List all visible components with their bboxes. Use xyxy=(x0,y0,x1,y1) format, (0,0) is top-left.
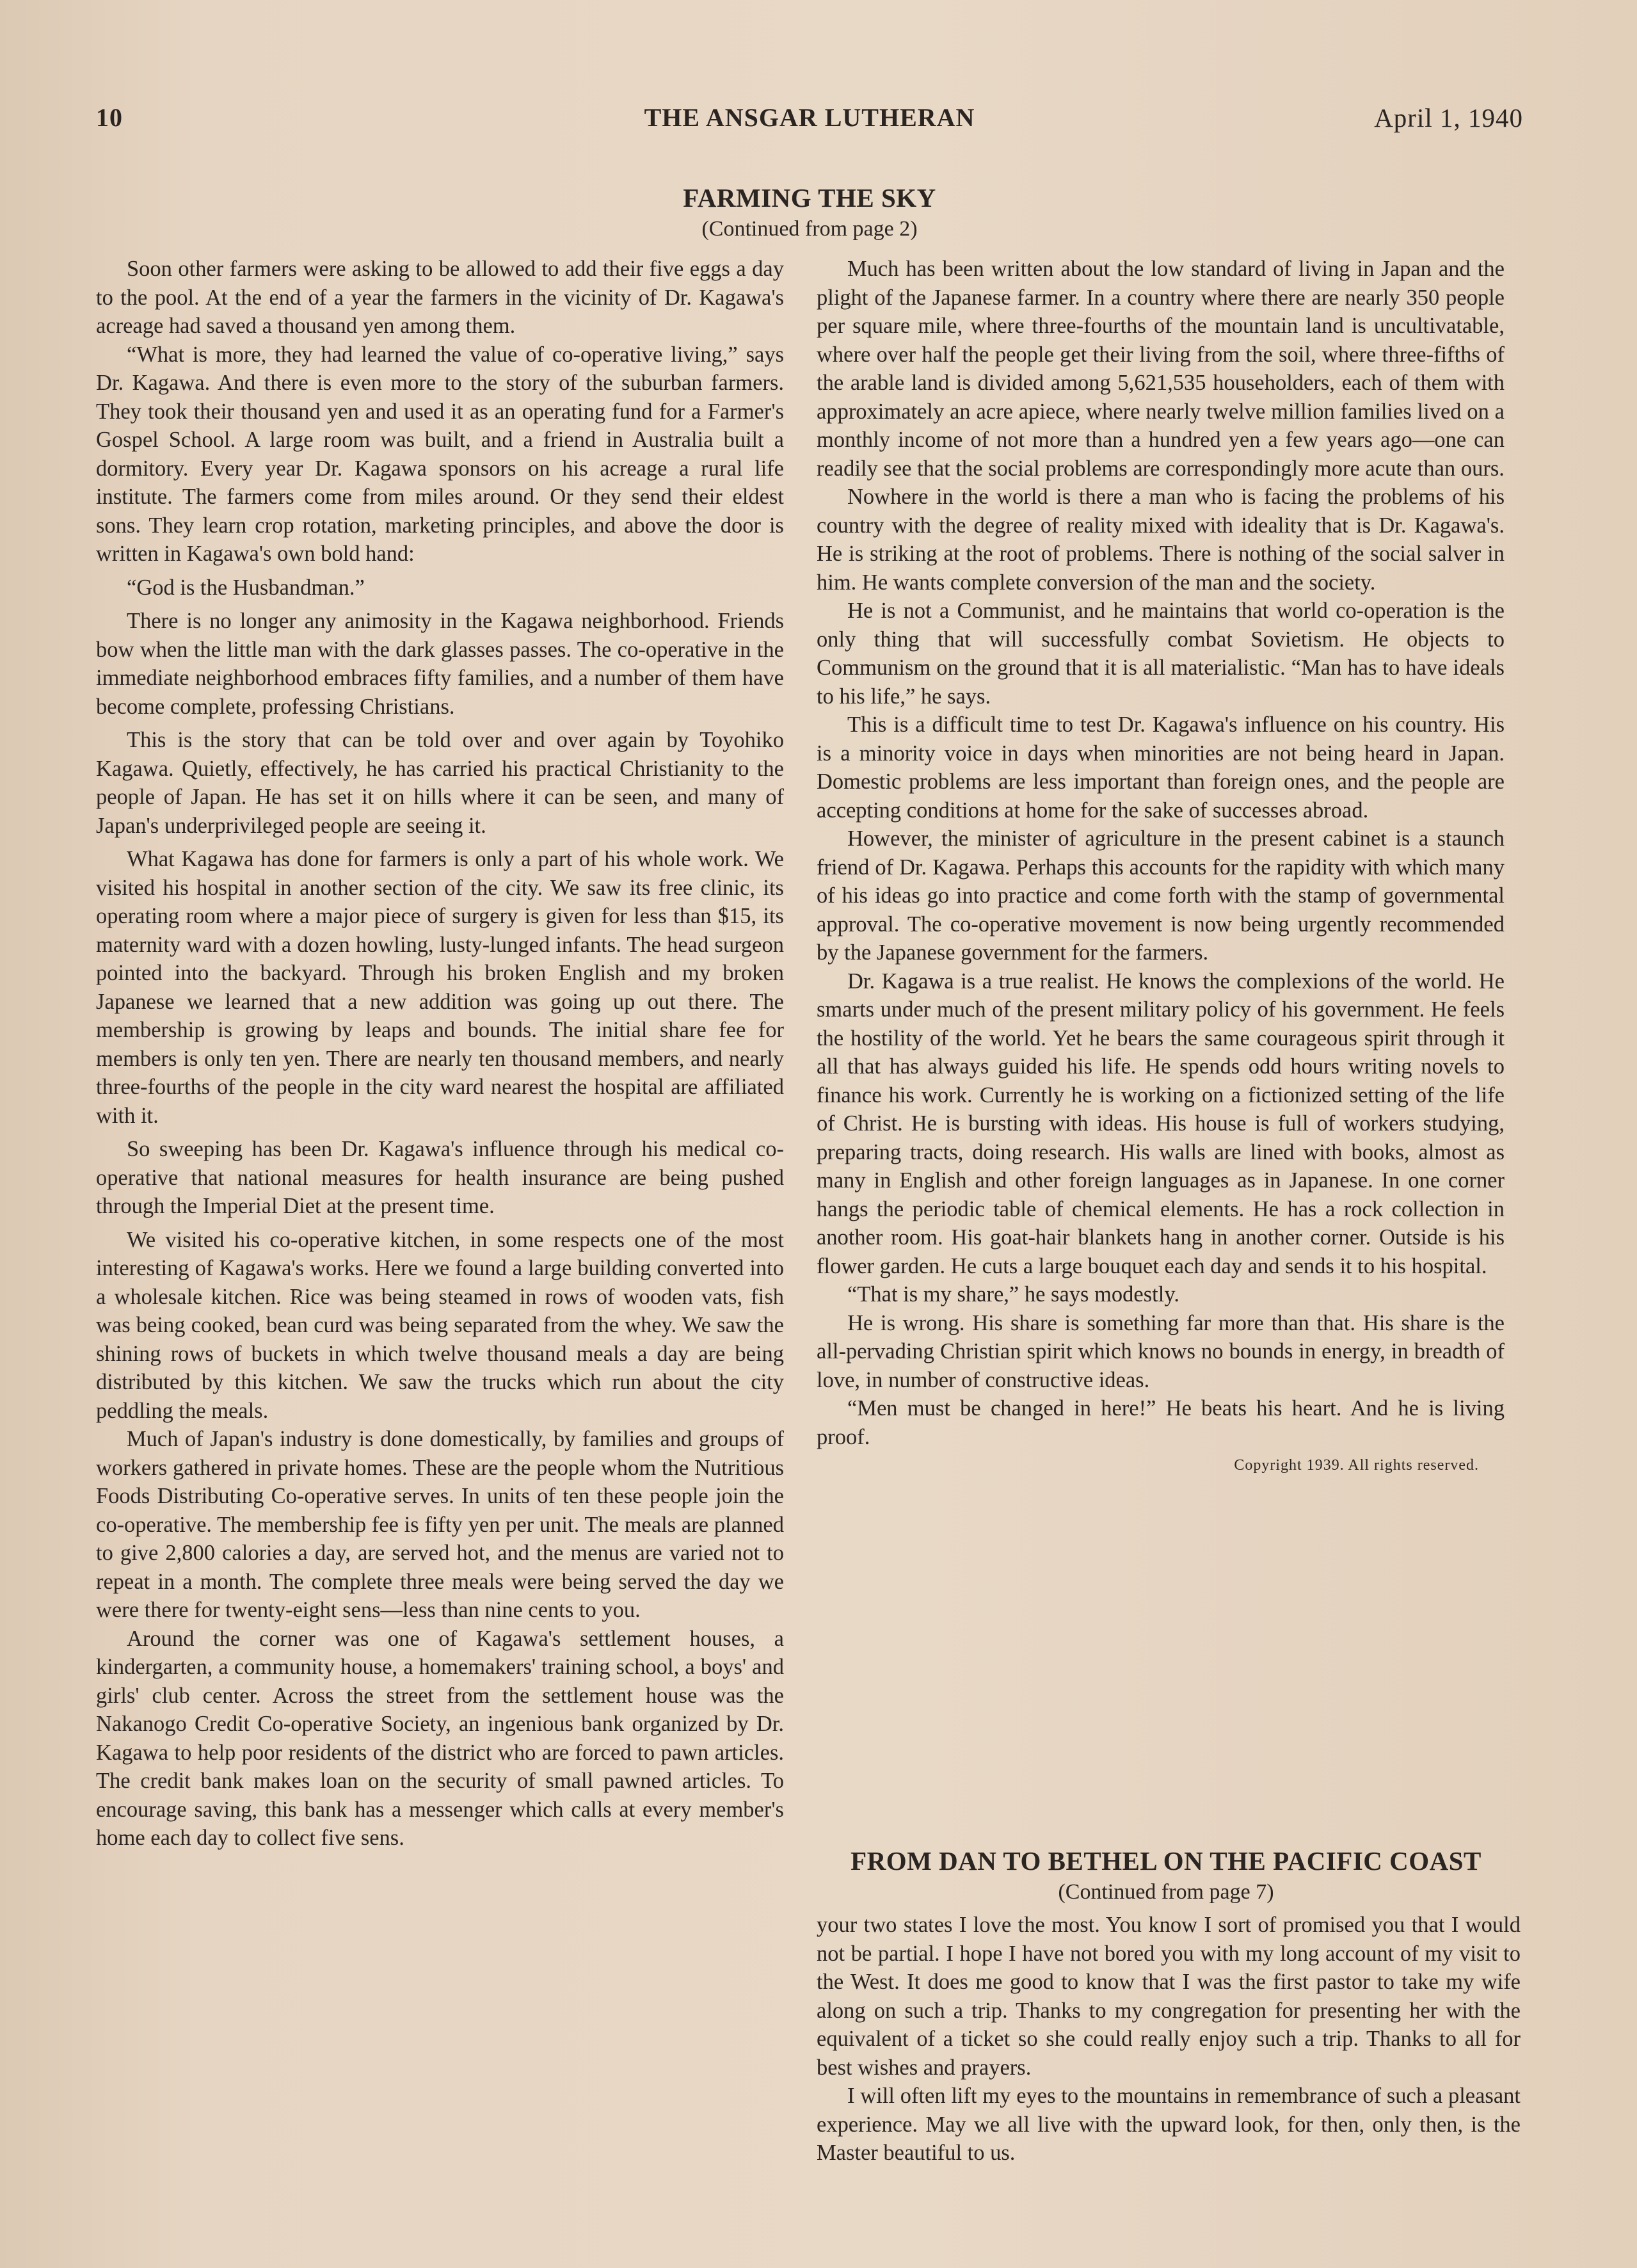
continued-note: (Continued from page 2) xyxy=(701,217,918,241)
paragraph: There is no longer any animosity in the Kagawa neighborhood. Friends bow when the little man with the dark glasses passes. The co-operative in the immediate neighborhood embraces fifty families, and a number of them have become complete, professing Christians. xyxy=(96,609,784,719)
article-heading-dan-to-bethel xyxy=(808,1846,1524,1904)
paragraph: “God is the Husbandman.” xyxy=(127,575,365,600)
paragraph: Dr. Kagawa is a true realist. He knows the complexions of the world. He smarts under much of the present military policy of his government. He feels the hostility of the world. Yet he bears the same courageous spirit through it all that has always guided his life. He spends odd hours writing novels to finance his work. Currently he is working on a fictionized setting of the life of Christ. He is bursting with ideas. His house is full of workers studying, preparing tracts, doing research. His walls are lined with books, almost as many in English and other foreign languages as in Japanese. In one corner hangs the periodic table of chemical elements. He has a rock collection in another room. His goat-hair blankets hang in another corner. Outside is his flower garden. He cuts a large bouquet each day and sends it to his hospital. xyxy=(817,969,1505,1278)
paragraph: “Men must be changed in here!” He beats his heart. And he is living proof. xyxy=(817,1396,1505,1449)
paragraph: “That is my share,” he says modestly. xyxy=(847,1282,1179,1307)
paragraph: So sweeping has been Dr. Kagawa's influence through his medical co-operative that national measures for health insurance are being pushed through the Imperial Diet at the present time. xyxy=(96,1137,784,1218)
paragraph: He is wrong. His share is something far more than that. His share is the all-pervading Christian spirit which knows no bounds in energy, in breadth of love, in number of constructive ideas. xyxy=(817,1310,1505,1392)
page-number: 10 xyxy=(96,103,123,132)
right-column xyxy=(817,255,1505,1480)
article2-body xyxy=(817,1911,1521,2167)
paragraph: This is a difficult time to test Dr. Kagawa's influence on his country. His is a minority voice in days when minorities are not being heard in Japan. Domestic problems are less important than foreign ones, and the people are accepting conditions at home for the sake of successes abroad. xyxy=(817,712,1505,823)
paragraph: Around the corner was one of Kagawa's settlement houses, a kindergarten, a community house, a homemakers' training school, a boys' and girls' club center. Across the street from the settlement house was the Nakanogo Credit Co-operative Society, an ingenious bank organized by Dr. Kagawa to help poor residents of the district who are forced to pawn articles. The credit bank makes loan on the security of small pawned articles. To encourage saving, this bank has a messenger which calls at every member's home each day to collect five sens. xyxy=(96,1626,784,1850)
paragraph: What Kagawa has done for farmers is only a part of his whole work. We visited his hospital in another section of the city. We saw its free clinic, its operating room where a major piece of surgery is given for less than $15, its maternity ward with a dozen howling, lusty-lunged infants. The head surgeon pointed into the backyard. Through his broken English and my broken Japanese we learned that a new addition was going up out there. The membership is growing by leaps and bounds. The initial share fee for members is only ten yen. There are nearly ten thousand members, and nearly three-fourths of the people in the city ward nearest the hospital are affiliated with it. xyxy=(96,847,784,1128)
paragraph: We visited his co-operative kitchen, in some respects one of the most interesting of Kagawa's works. Here we found a large building converted into a wholesale kitchen. Rice was being steamed in rows of wooden vats, fish was being cooked, bean curd was being separated from the whey. We saw the shining rows of buckets in which twelve thousand meals a day are being distributed by this kitchen. We saw the trucks which run about the city peddling the meals. xyxy=(96,1227,784,1423)
publication-name: THE ANSGAR LUTHERAN xyxy=(644,103,975,132)
paragraph: I will often lift my eyes to the mountains in remembrance of such a pleasant experience. May we all live with the upward look, for then, only then, is the Master beautiful to us. xyxy=(817,2084,1521,2165)
article-heading-farming xyxy=(96,182,1523,241)
continued-note: (Continued from page 7) xyxy=(1058,1880,1274,1904)
paragraph: “What is more, they had learned the value of co-operative living,” says Dr. Kagawa. And there is even more to the story of the suburban farmers. They took their thousand yen and used it as an operating fund for a Farmer's Gospel School. A large room was built, and a friend in Australia built a dormitory. Every year Dr. Kagawa sponsors on his acreage a rural life institute. The farmers come from miles around. Or they send their eldest sons. They learn crop rotation, marketing principles, and above the door is written in Kagawa's own bold hand: xyxy=(96,342,784,566)
paragraph: He is not a Communist, and he maintains that world co-operation is the only thing that will successfully combat Sovietism. He objects to Communism on the ground that it is all materialistic. “Man has to have ideals to his life,” he says. xyxy=(817,599,1505,709)
paragraph: Much has been written about the low standard of living in Japan and the plight of the Japanese farmer. In a country where there are nearly 350 people per square mile, where three-fourths of the mountain land is uncultivatable, where over half the people get their living from the soil, where three-fifths of the arable land is divided among 5,621,535 householders, each of them with approximately an acre apiece, where nearly twelve million families lived on a monthly income of not more than a hundred yen a few years ago—one can readily see that the social problems are correspondingly more acute than ours. xyxy=(817,257,1505,481)
paragraph: This is the story that can be told over and over again by Toyohiko Kagawa. Quietly, effectively, he has carried his practical Christianity to the people of Japan. He has set it on hills where it can be seen, and many of Japan's underprivileged people are seeing it. xyxy=(96,728,784,838)
paragraph: Soon other farmers were asking to be allowed to add their five eggs a day to the pool. At the end of a year the farmers in the vicinity of Dr. Kagawa's acreage had saved a thousand yen among them. xyxy=(96,257,784,338)
paragraph: Much of Japan's industry is done domestically, by families and groups of workers gathered in private homes. These are the people whom the Nutritious Foods Distributing Co-operative serves. In units of ten these people join the co-operative. The membership fee is fifty yen per unit. The meals are planned to give 2,800 calories a day, are served hot, and the menus are varied not to repeat in a month. The complete three meals were being served the day we were there for twenty-eight sens—less than nine cents to you. xyxy=(96,1427,784,1622)
copyright-notice: Copyright 1939. All rights reserved. xyxy=(1234,1457,1479,1474)
article-title: FARMING THE SKY xyxy=(683,183,936,213)
left-column xyxy=(96,255,784,1853)
paragraph: your two states I love the most. You know I sort of promised you that I would not be partial. I hope I have not bored you with my long account of my visit to the West. It does me good to know that I was the first pastor to take my wife along on such a trip. Thanks to my congregation for presenting her with the equivalent of a ticket so she could really enjoy such a trip. Thanks to all for best wishes and prayers. xyxy=(817,1913,1521,2080)
running-header xyxy=(96,102,1523,141)
paragraph: However, the minister of agriculture in the present cabinet is a staunch friend of Dr. Kagawa. Perhaps this accounts for the rapidity with which many of his ideas go into practice and come forth with the stamp of governmental approval. The co-operative movement is now being urgently recommended by the Japanese government for the farmers. xyxy=(817,826,1505,965)
article-title: FROM DAN TO BETHEL ON THE PACIFIC COAST xyxy=(850,1846,1481,1876)
issue-date: April 1, 1940 xyxy=(1374,103,1523,133)
paragraph: Nowhere in the world is there a man who is facing the problems of his country with the degree of reality mixed with ideality that is Dr. Kagawa's. He is striking at the root of problems. There is nothing of the social salver in him. He wants complete conversion of the man and the society. xyxy=(817,485,1505,595)
